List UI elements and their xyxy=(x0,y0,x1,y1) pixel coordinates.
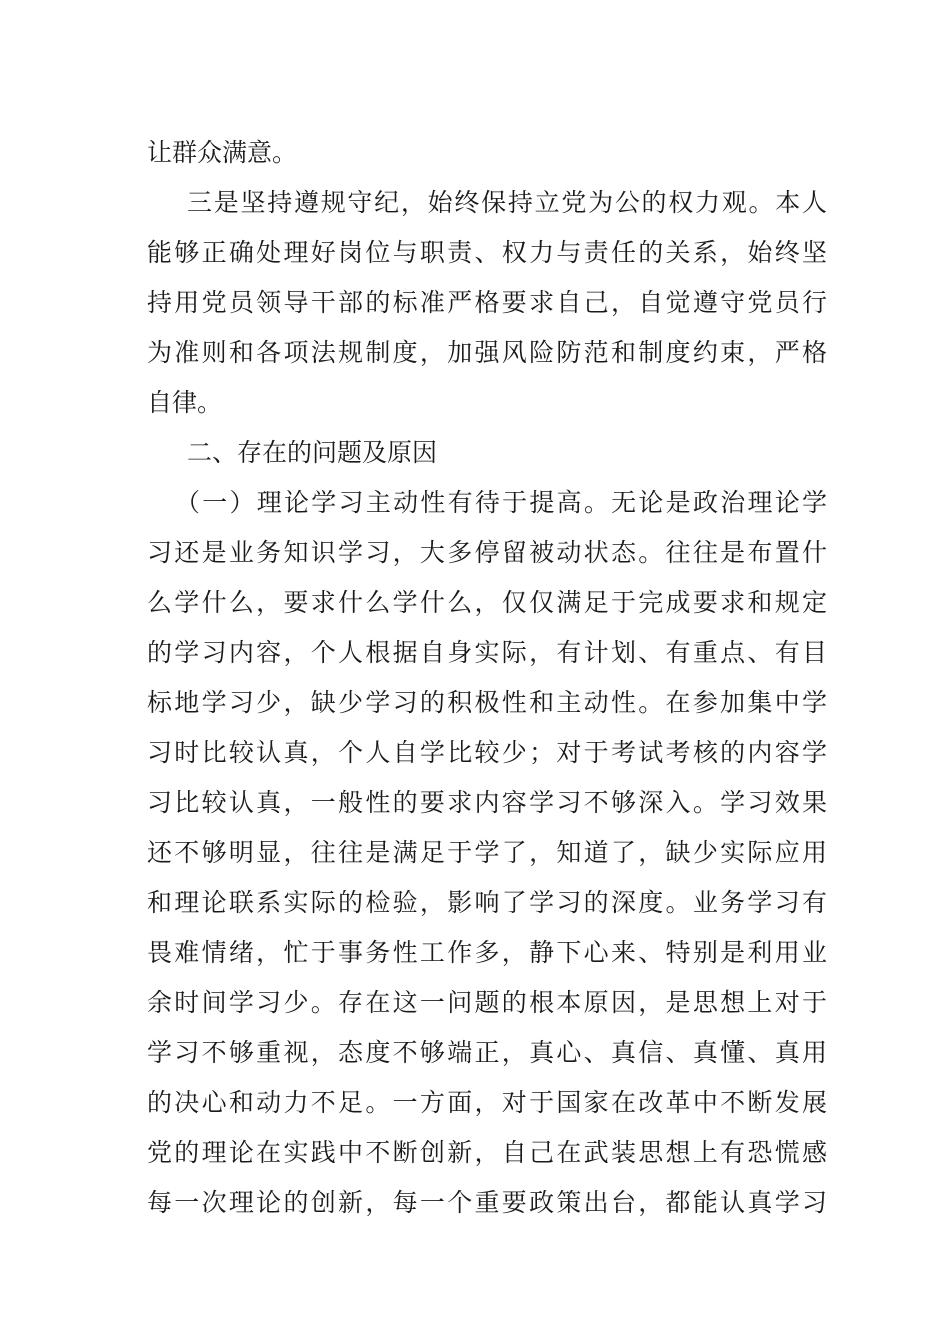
text-line: 的学习内容，个人根据自身实际，有计划、有重点、有目 xyxy=(147,638,827,667)
text-line: 还不够明显，往往是满足于学了，知道了，缺少实际应用 xyxy=(147,838,827,867)
text-line: 持用党员领导干部的标准严格要求自己，自觉遵守党员行 xyxy=(147,288,827,317)
text-line: 自律。 xyxy=(147,388,223,417)
text-line: 标地学习少，缺少学习的积极性和主动性。在参加集中学 xyxy=(147,688,827,717)
text-line: 习时比较认真，个人自学比较少；对于考试考核的内容学 xyxy=(147,738,827,767)
text-line: 习比较认真，一般性的要求内容学习不够深入。学习效果 xyxy=(147,788,827,817)
text-line: 每一次理论的创新，每一个重要政策出台，都能认真学习 xyxy=(147,1188,827,1217)
text-line: 么学什么，要求什么学什么，仅仅满足于完成要求和规定 xyxy=(147,588,827,617)
text-line: 的决心和动力不足。一方面，对于国家在改革中不断发展 xyxy=(147,1088,827,1117)
text-line: 余时间学习少。存在这一问题的根本原因，是思想上对于 xyxy=(147,988,827,1017)
text-line: 学习不够重视，态度不够端正，真心、真信、真懂、真用 xyxy=(147,1038,827,1067)
paragraph-first-line: 三是坚持遵规守纪，始终保持立党为公的权力观。本人 xyxy=(187,188,827,217)
text-line: 为准则和各项法规制度，加强风险防范和制度约束，严格 xyxy=(147,338,827,367)
section-heading: 二、存在的问题及原因 xyxy=(187,438,438,467)
text-line: 让群众满意。 xyxy=(147,138,298,167)
text-line: 和理论联系实际的检验，影响了学习的深度。业务学习有 xyxy=(147,888,827,917)
text-line: 党的理论在实践中不断创新，自己在武装思想上有恐慌感 xyxy=(147,1138,827,1167)
text-line: 能够正确处理好岗位与职责、权力与责任的关系，始终坚 xyxy=(147,238,827,267)
text-line: 习还是业务知识学习，大多停留被动状态。往往是布置什 xyxy=(147,538,827,567)
text-line: 畏难情绪，忙于事务性工作多，静下心来、特别是利用业 xyxy=(147,938,827,967)
paragraph-first-line: （一）理论学习主动性有待于提高。无论是政治理论学 xyxy=(175,488,827,517)
